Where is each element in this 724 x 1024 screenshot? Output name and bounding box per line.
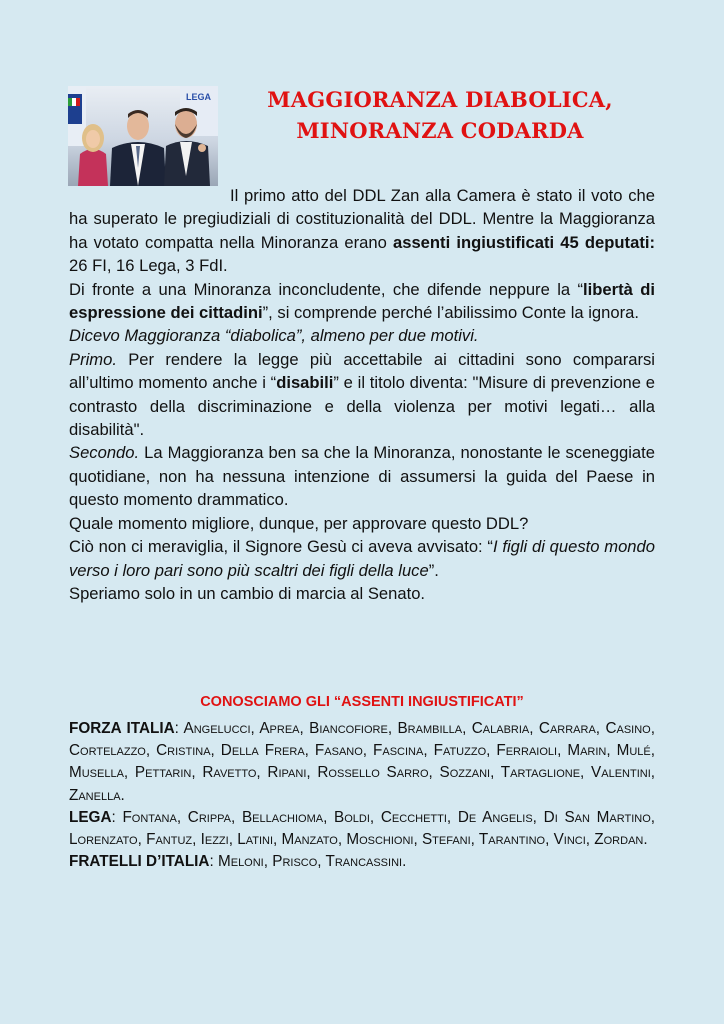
paragraph-6: Quale momento migliore, dunque, per approvare questo DDL? — [69, 513, 529, 533]
lega-list — [69, 807, 655, 851]
article-body — [69, 184, 655, 605]
deputies-names: : Angelucci, Aprea, Biancofiore, Brambilla, Calabria, Carrara, Casino, Cortelazzo, Cristina, Della Frera, Fasano, Fascina, Fatuzzo, Ferraioli, Marin, Mulé, Musella, Pettarin, Ravetto, Ripani, Rossello Sarro, Sozzani, Tartaglione, Valentini, Zanella. — [69, 720, 655, 804]
paragraph-8: Speriamo solo in un cambio di marcia al Senato. — [69, 583, 426, 603]
page-title — [240, 84, 640, 146]
second-reason-label: Secondo. — [69, 443, 140, 463]
disabled-highlight: disabili — [276, 373, 334, 393]
lega-logo-text: LEGA — [186, 92, 212, 102]
freedom-highlight: libertà di espressione dei cittadini — [69, 279, 655, 323]
forza-italia-list — [69, 718, 655, 807]
paragraph-4: Primo. Per rendere la legge più accettabile ai cittadini sono compararsi all’ultimo momento anche i “disabili” e il titolo diventa: "Misure di prevenzione e contrasto della discriminazione e della violenza per motivi legati… alla disabilità". — [69, 349, 655, 440]
deputies-names: : Fontana, Crippa, Bellachioma, Boldi, Cecchetti, De Angelis, Di San Martino, Lorenzato, Fantuz, Iezzi, Latini, Manzato, Moschioni, Stefani, Tarantino, Vinci, Zordan. — [69, 808, 655, 849]
paragraph-1: Il primo atto del DDL Zan alla Camera è stato il voto che ha superato le pregiudiziali di costituzionalità del DDL. Mentre la Maggioranza ha votato compatta nella Minoranza erano assenti ingiustificati 45 deputati: 26 FI, 16 Lega, 3 FdI. — [69, 186, 655, 276]
absent-list — [69, 718, 655, 873]
paragraph-3: Dicevo Maggioranza “diabolica”, almeno per due motivi. — [69, 326, 479, 346]
politicians-photo-illustration — [68, 86, 218, 186]
fdi-list — [69, 851, 655, 873]
absent-count-highlight: assenti ingiustificati 45 deputati: — [393, 232, 655, 252]
deputies-names: : Meloni, Prisco, Trancassini. — [209, 853, 407, 871]
title-line-2: MINORANZA CODARDA — [296, 118, 584, 143]
title-line-1: MAGGIORANZA DIABOLICA, — [267, 87, 613, 112]
paragraph-7: Ciò non ci meraviglia, il Signore Gesù ci aveva avvisato: “I figli di questo mondo verso i loro pari sono più scaltri dei figli della luce”. — [69, 537, 655, 580]
first-reason-label: Primo. — [69, 349, 117, 369]
party-label: LEGA — [69, 808, 112, 826]
absent-section-title: CONOSCIAMO GLI “ASSENTI INGIUSTIFICATI” — [200, 694, 524, 710]
party-label: FORZA ITALIA — [69, 720, 175, 737]
party-label: FRATELLI D’ITALIA — [69, 853, 210, 871]
header-photo — [68, 86, 218, 186]
gospel-quote: I figli di questo mondo verso i loro pari sono più scaltri dei figli della luce — [69, 537, 655, 580]
paragraph-2: Di fronte a una Minoranza inconcludente, che difende neppure la “libertà di espressione dei cittadini”, si comprende perché l’abilissimo Conte la ignora. — [69, 279, 655, 323]
paragraph-5: Secondo. La Maggioranza ben sa che la Minoranza, nonostante le sceneggiate quotidiane, non ha nessuna intenzione di assumersi la guida del Paese in questo momento drammatico. — [69, 443, 655, 510]
